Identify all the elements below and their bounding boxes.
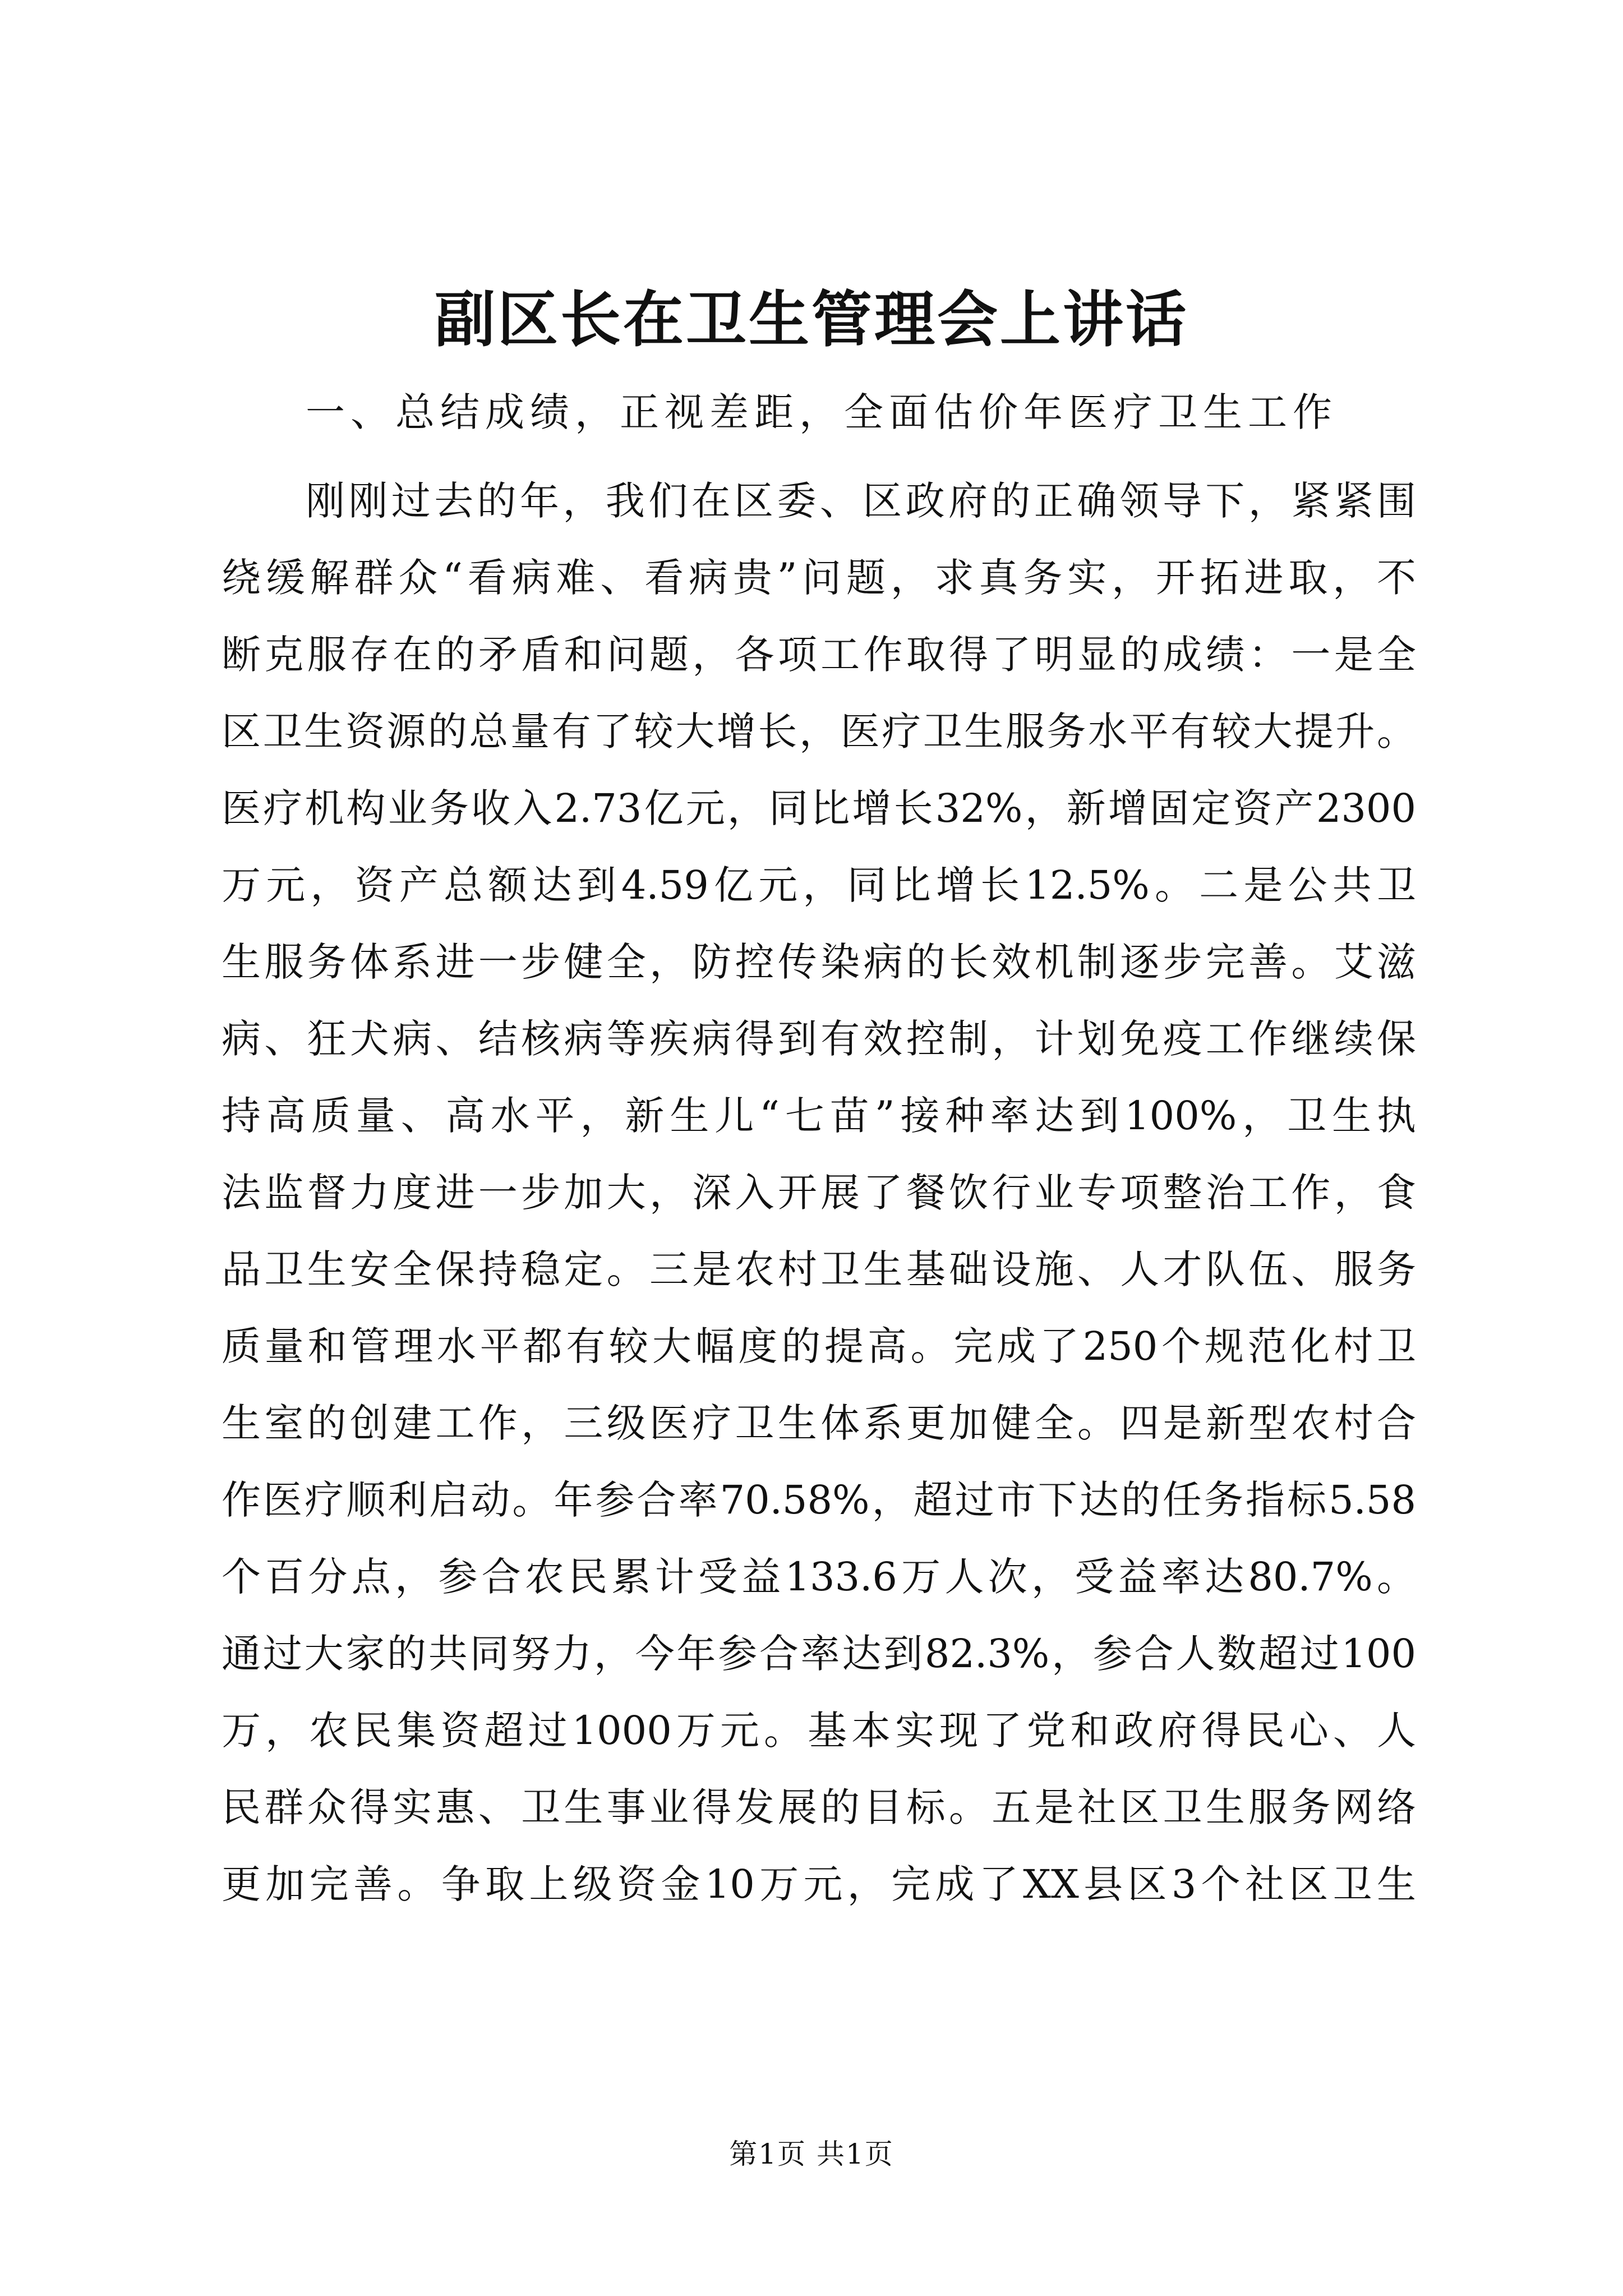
paragraph-line: 作医疗顺利启动。年参合率70.58%，超过市下达的任务指标5.58 <box>222 1477 1416 1523</box>
paragraph-line: 万元，资产总额达到4.59亿元，同比增长12.5%。二是公共卫 <box>222 862 1416 908</box>
paragraph-line: 法监督力度进一步加大，深入开展了餐饮行业专项整治工作，食 <box>222 1170 1416 1216</box>
document-title: 副区长在卫生管理会上讲话 <box>434 284 1188 355</box>
section-heading: 一、总结成绩，正视差距，全面估价年医疗卫生工作 <box>306 389 1338 435</box>
paragraph-line: 断克服存在的矛盾和问题，各项工作取得了明显的成绩：一是全 <box>222 632 1416 678</box>
paragraph-line: 持高质量、高水平，新生儿“七苗”接种率达到100%，卫生执 <box>222 1093 1416 1139</box>
paragraph-line: 生服务体系进一步健全，防控传染病的长效机制逐步完善。艾滋 <box>222 939 1416 985</box>
paragraph-line: 生室的创建工作，三级医疗卫生体系更加健全。四是新型农村合 <box>222 1400 1416 1446</box>
paragraph-line: 医疗机构业务收入2.73亿元，同比增长32%，新增固定资产2300 <box>222 785 1416 831</box>
paragraph-line: 更加完善。争取上级资金10万元，完成了XX县区3个社区卫生 <box>222 1861 1416 1907</box>
paragraph-line: 个百分点，参合农民累计受益133.6万人次，受益率达80.7%。 <box>222 1554 1416 1600</box>
paragraph-line: 民群众得实惠、卫生事业得发展的目标。五是社区卫生服务网络 <box>222 1784 1416 1830</box>
paragraph-line: 质量和管理水平都有较大幅度的提高。完成了250个规范化村卫 <box>222 1323 1416 1369</box>
body-paragraph <box>222 463 1416 1923</box>
paragraph-line: 刚刚过去的年，我们在区委、区政府的正确领导下，紧紧围 <box>306 478 1416 524</box>
page-number-footer: 第1页 共1页 <box>729 2138 894 2170</box>
paragraph-line: 通过大家的共同努力，今年参合率达到82.3%，参合人数超过100 <box>222 1631 1416 1677</box>
paragraph-line: 病、狂犬病、结核病等疾病得到有效控制，计划免疫工作继续保 <box>222 1016 1416 1062</box>
paragraph-line: 品卫生安全保持稳定。三是农村卫生基础设施、人才队伍、服务 <box>222 1246 1416 1292</box>
paragraph-line: 万，农民集资超过1000万元。基本实现了党和政府得民心、人 <box>222 1708 1416 1754</box>
paragraph-line: 区卫生资源的总量有了较大增长，医疗卫生服务水平有较大提升。 <box>222 708 1416 754</box>
paragraph-line: 绕缓解群众“看病难、看病贵”问题，求真务实，开拓进取，不 <box>222 555 1416 601</box>
